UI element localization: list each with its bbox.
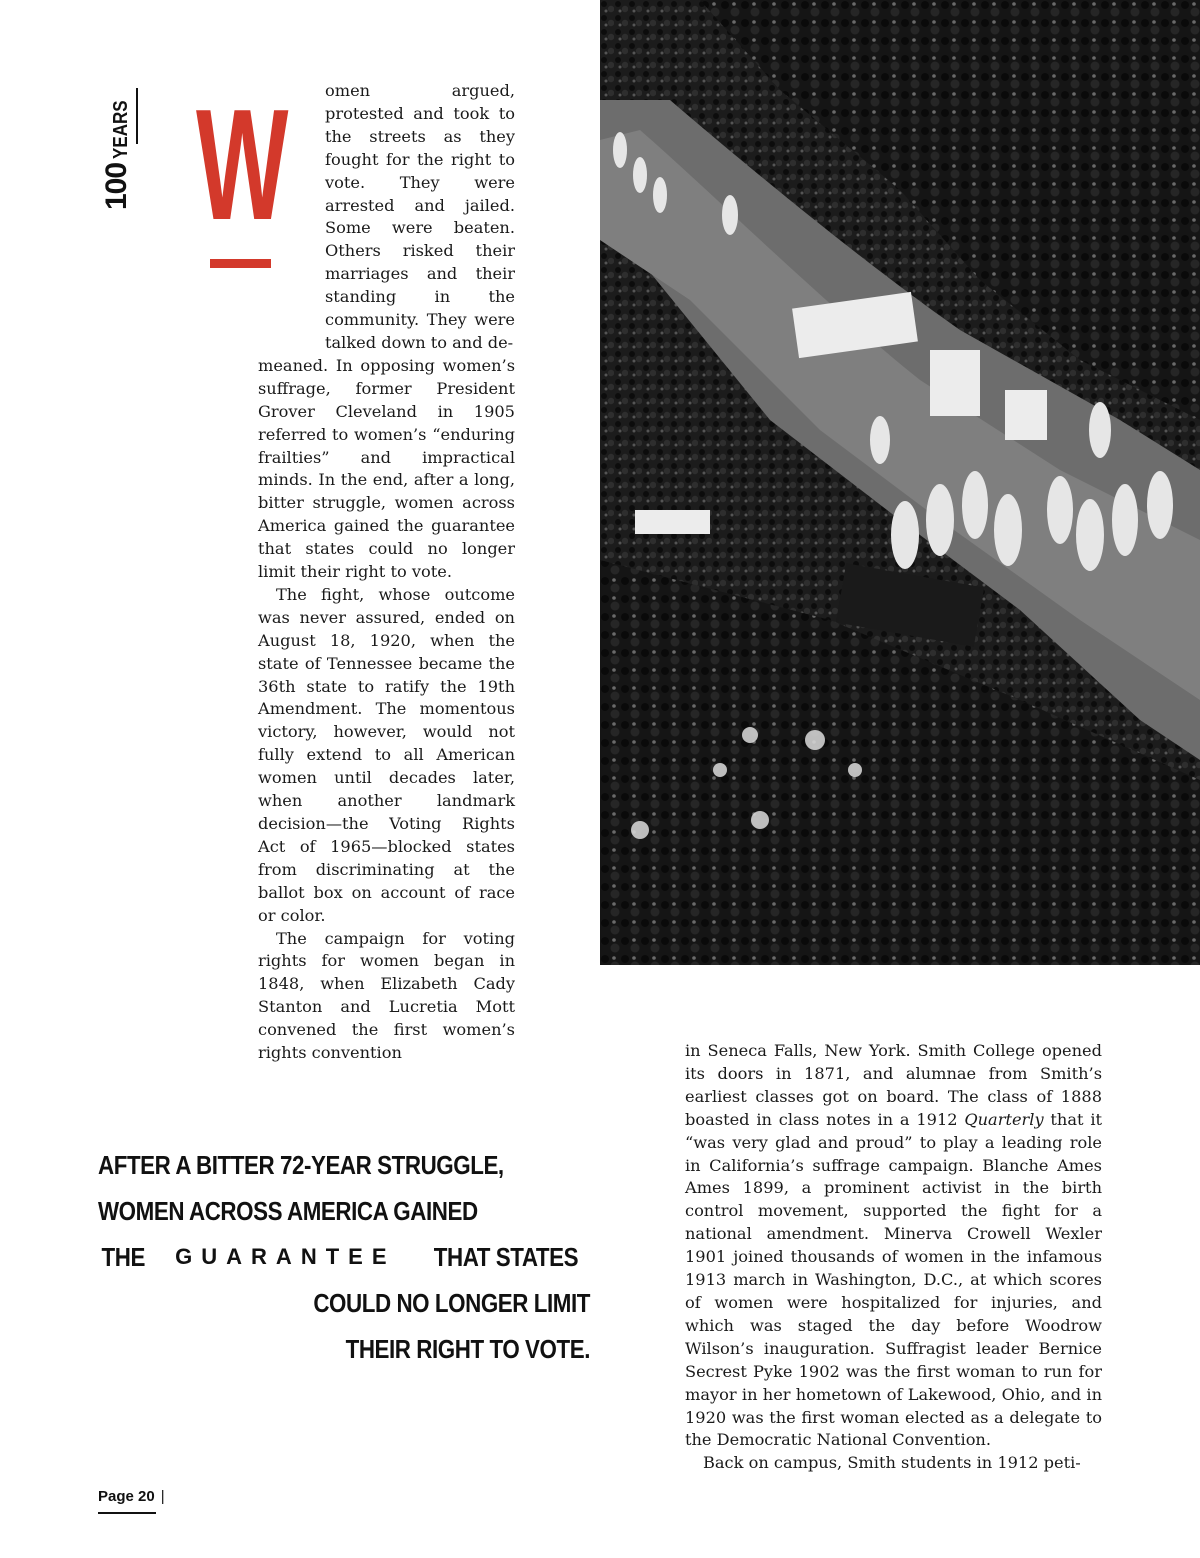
section-label <box>96 86 136 210</box>
section-label-word: YEARS <box>109 100 132 159</box>
paragraph-3: The campaign for voting rights for women began in 1848, when Elizabeth Cady Stanton and Lucretia Mott convened the first women’s rights convention <box>258 928 515 1063</box>
paragraph-1-continued: meaned. In opposing women’s suffrage, former President Grover Cleveland in 1905 referred to women’s “enduring frailties” and impractical minds. In the end, after a long, bitter struggle, women across America gained the guarantee that states could no longer limit their right to vote. <box>258 355 515 582</box>
paragraph-4-part-a: in Seneca Falls, New York. Smith College opened its doors in 1871, and alumnae from Smith’s earliest classes got on board. The class of 1888 boasted in class notes in a 1912 <box>685 1041 1102 1129</box>
article-column-1 <box>258 80 515 1065</box>
pull-quote-line-1: AFTER A BITTER 72-YEAR STRUGGLE, <box>98 1150 504 1180</box>
paragraph-5: Back on campus, Smith students in 1912 peti- <box>703 1453 1081 1473</box>
paragraph-4-part-b: that it “was very glad and proud” to play a leading role in California’s suffrage campaign. Blanche Ames Ames 1899, a prominent activist in the birth control movement, supported the fight for a national amendment. Minerva Crowell Wexler 1901 joined thousands of women in the infamous 1913 march in Washington, D.C., at which scores of women were hospitalized for injuries, and which was staged the day before Woodrow Wilson’s inauguration. Suffragist leader Bernice Secrest Pyke 1902 was the first woman to run for mayor in her hometown of Lakewood, Ohio, and in 1920 was the first woman elected as a delegate to the Democratic National Convention. <box>685 1109 1102 1450</box>
pull-quote <box>98 1142 590 1372</box>
pull-quote-word-the: THE <box>101 1242 145 1272</box>
pull-quote-line-2: WOMEN ACROSS AMERICA GAINED <box>98 1196 478 1226</box>
section-label-rule <box>136 88 138 144</box>
pull-quote-line-3 <box>98 1234 590 1280</box>
drop-cap: W <box>196 77 289 253</box>
paragraph-2: The fight, whose outcome was never assured, ended on August 18, 1920, when the state of Tennessee became the 36th state to ratify the 19th Amendment. The momentous victory, however, would not fully extend to all American women until decades later, when another landmark decision—the Voting Rights Act of 1965—blocked states from discriminating at the ballot box on account of race or color. <box>258 584 515 925</box>
suffrage-parade-photo <box>600 0 1200 965</box>
page-number <box>98 1488 165 1505</box>
publication-title: Quarterly <box>964 1109 1044 1129</box>
page-number-text: Page 20 <box>98 1488 155 1505</box>
article-column-2 <box>685 1040 1102 1475</box>
paragraph-4 <box>685 1040 1102 1452</box>
dropcap-wrap-text: omen argued, protested and took to the streets as they fought for the right to vote. They were arrested and jailed. Some were beaten. Others risked their marriages and their standing in the community. They were talked down to and de- <box>325 81 515 352</box>
pull-quote-line-5: THEIR RIGHT TO VOTE. <box>345 1334 590 1364</box>
pull-quote-word-guarantee: GUARANTEE <box>175 1244 396 1269</box>
page-number-rule <box>98 1512 156 1514</box>
pull-quote-words-that-states: THAT STATES <box>433 1242 579 1272</box>
section-label-number: 100 <box>100 162 133 210</box>
page-number-separator: | <box>160 1488 165 1505</box>
pull-quote-line-4: COULD NO LONGER LIMIT <box>313 1288 590 1318</box>
